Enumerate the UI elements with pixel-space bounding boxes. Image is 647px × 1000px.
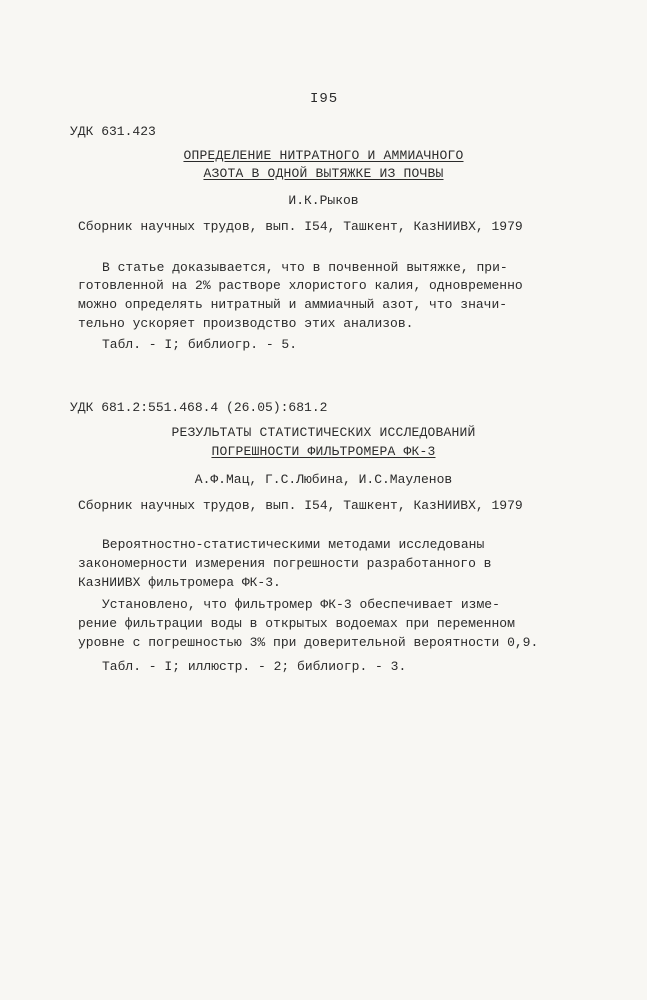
article-1-abstract-line-1: В статье доказывается, что в почвенной вытяжке, при- (102, 260, 508, 275)
page-number: I95 (310, 91, 339, 107)
article-1-title-line-2: АЗОТА В ОДНОЙ ВЫТЯЖКЕ ИЗ ПОЧВЫ (203, 166, 444, 181)
article-2-abstract-line-1: Вероятностно-статистическими методами исследованы (102, 537, 485, 552)
article-1-authors: И.К.Рыков (288, 193, 359, 208)
article-1-source: Сборник научных трудов, вып. I54, Ташкент, КазНИИВХ, 1979 (78, 219, 523, 234)
article-1-abstract-line-3: можно определять нитратный и аммиачный азот, что значи- (78, 297, 508, 312)
article-1-abstract-line-2: готовленной на 2% растворе хлористого калия, одновременно (78, 278, 523, 293)
article-2-udk: УДК 681.2:551.468.4 (26.05):681.2 (70, 400, 328, 415)
article-2-authors: А.Ф.Мац, Г.С.Любина, И.С.Мауленов (194, 472, 453, 487)
article-2-source: Сборник научных трудов, вып. I54, Ташкент, КазНИИВХ, 1979 (78, 498, 523, 513)
article-1-footer: Табл. - I; библиогр. - 5. (102, 337, 298, 352)
article-2-title-line-1: РЕЗУЛЬТАТЫ СТАТИСТИЧЕСКИХ ИССЛЕДОВАНИЙ (171, 425, 476, 440)
article-2-abstract-line-5: рение фильтрации воды в открытых водоемах при переменном (78, 616, 515, 631)
article-1-udk: УДК 631.423 (70, 124, 156, 139)
article-2-abstract-line-6: уровне с погрешностью 3% при доверительной вероятности 0,9. (78, 635, 539, 650)
article-1-title-line-1: ОПРЕДЕЛЕНИЕ НИТРАТНОГО И АММИАЧНОГО (183, 148, 464, 163)
article-1-abstract-line-4: тельно ускоряет производство этих анализов. (78, 316, 414, 331)
article-2-footer: Табл. - I; иллюстр. - 2; библиогр. - 3. (102, 659, 407, 674)
article-2-abstract-line-3: КазНИИВХ фильтромера ФК-3. (78, 575, 281, 590)
article-2-abstract-line-4: Установлено, что фильтромер ФК-3 обеспечивает изме- (102, 597, 500, 612)
article-2-abstract-line-2: закономерности измерения погрешности разработанного в (78, 556, 492, 571)
article-2-title-line-2: ПОГРЕШНОСТИ ФИЛЬТРОМЕРА ФК-3 (211, 444, 436, 459)
